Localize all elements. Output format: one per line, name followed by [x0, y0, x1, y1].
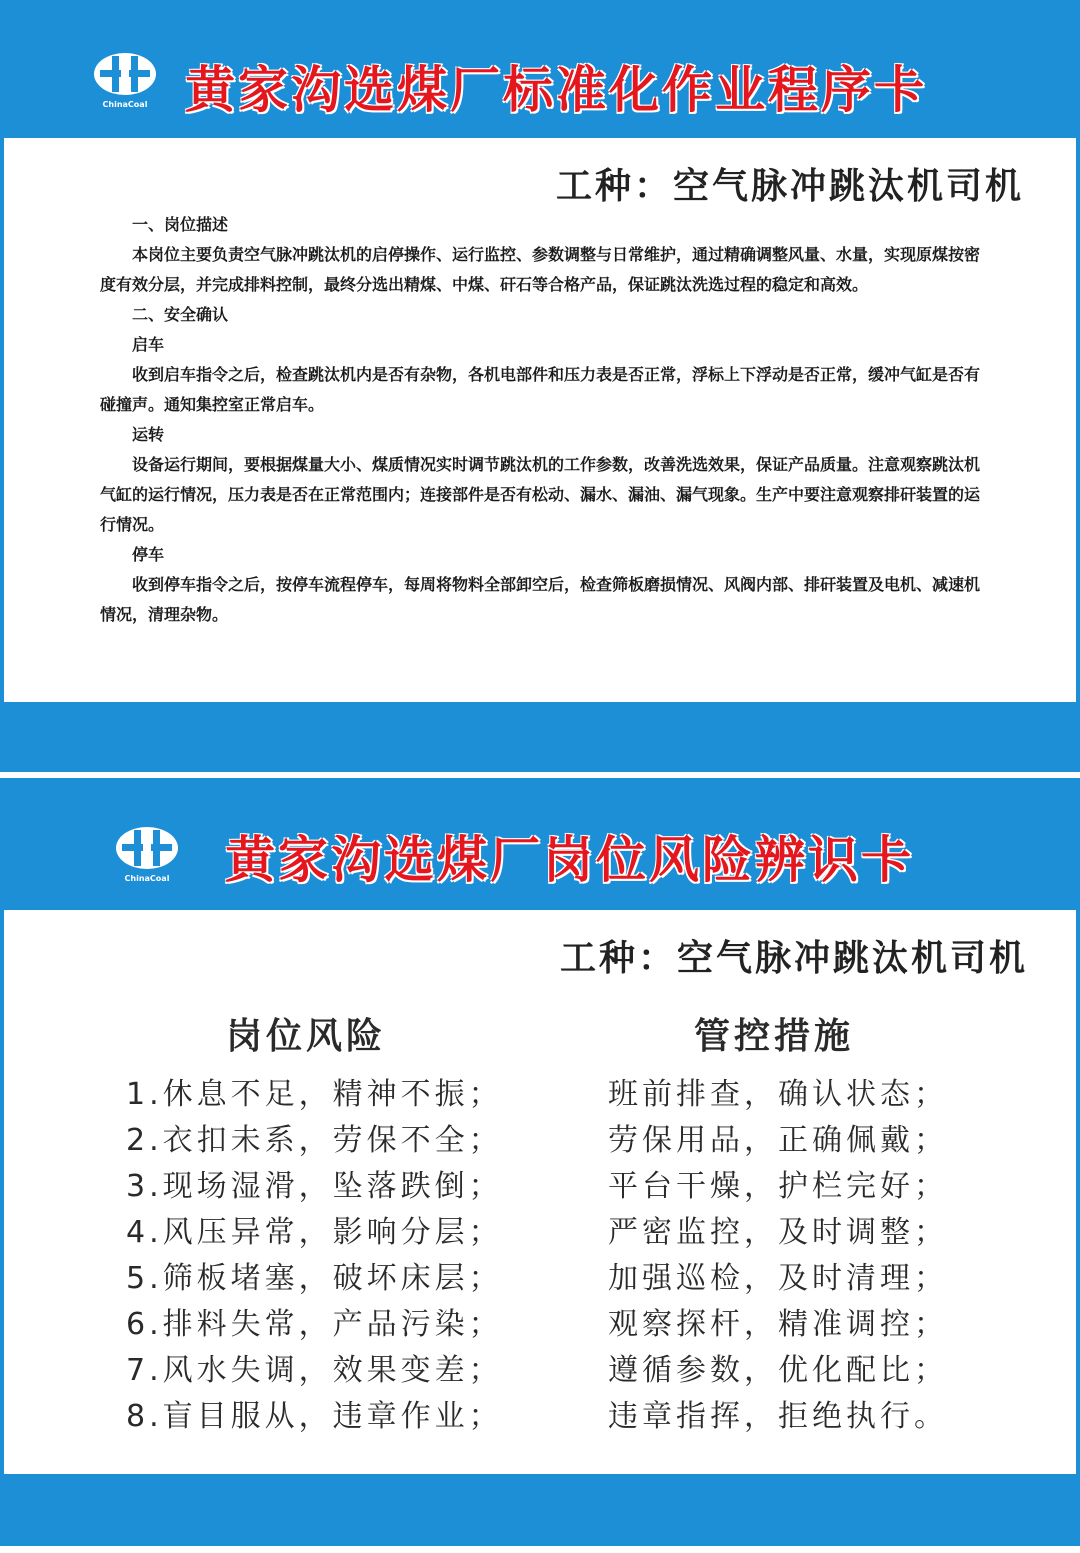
risk-list	[126, 1072, 503, 1440]
sop-card-title: 黄家沟选煤厂标准化作业程序卡	[185, 61, 927, 119]
sop-body	[100, 210, 980, 630]
risk-item: 7.风水失调，效果变差；	[126, 1353, 503, 1388]
control-list	[608, 1072, 948, 1440]
logo-text: ChinaCoal	[102, 100, 148, 109]
section-text: 本岗位主要负责空气脉冲跳汰机的启停操作、运行监控、参数调整与日常维护，通过精确调整风量、水量，实现原煤按密度有效分层，并完成排料控制，最终分选出精煤、中煤、矸石等合格产品，保证跳汰洗选过程的稳定和高效。	[100, 245, 981, 294]
section-heading: 二、安全确认	[132, 305, 229, 324]
sop-header-band	[0, 0, 1080, 138]
logo-text: ChinaCoal	[124, 874, 170, 883]
risk-card-title: 黄家沟选煤厂岗位风险辨识卡	[225, 831, 914, 889]
section-text: 收到启车指令之后，检查跳汰机内是否有杂物，各机电部件和压力表是否正常，浮标上下浮动是否正常，缓冲气缸是否有碰撞声。通知集控室正常启车。	[100, 365, 981, 414]
control-item: 遵循参数，优化配比；	[608, 1353, 948, 1388]
chinacoal-logo	[90, 48, 160, 110]
section-heading: 运转	[132, 425, 165, 444]
section-heading: 启车	[132, 335, 165, 354]
sop-panel	[4, 138, 1076, 702]
risk-item: 8.盲目服从，违章作业；	[126, 1399, 503, 1434]
section-heading: 停车	[132, 545, 165, 564]
control-item: 班前排查，确认状态；	[608, 1077, 948, 1112]
risk-item: 6.排料失常，产品污染；	[126, 1307, 503, 1342]
section-text: 收到停车指令之后，按停车流程停车，每周将物料全部卸空后，检查筛板磨损情况、风阀内部、排矸装置及电机、减速机情况，清理杂物。	[100, 575, 981, 624]
sop-job-title: 工种：空气脉冲跳汰机司机	[555, 166, 1024, 207]
control-item: 劳保用品，正确佩戴；	[608, 1123, 948, 1158]
risk-item: 1.休息不足，精神不振；	[126, 1077, 503, 1112]
control-item: 加强巡检，及时清理；	[608, 1261, 948, 1296]
control-item: 平台干燥，护栏完好；	[608, 1169, 948, 1204]
chinacoal-logo	[112, 822, 182, 884]
control-item: 违章指挥，拒绝执行。	[608, 1399, 948, 1434]
control-item: 观察探杆，精准调控；	[608, 1307, 948, 1342]
risk-item: 4.风压异常，影响分层；	[126, 1215, 503, 1250]
risk-item: 5.筛板堵塞，破坏床层；	[126, 1261, 503, 1296]
risk-item: 3.现场湿滑，坠落跌倒；	[126, 1169, 503, 1204]
risk-item: 2.衣扣未系，劳保不全；	[126, 1123, 503, 1158]
section-heading: 一、岗位描述	[132, 215, 229, 234]
control-column-heading: 管控措施	[694, 1016, 855, 1057]
risk-panel	[4, 910, 1076, 1474]
risk-header-band	[0, 778, 1080, 910]
control-item: 严密监控，及时调整；	[608, 1215, 948, 1250]
risk-column-heading: 岗位风险	[226, 1016, 387, 1057]
section-text: 设备运行期间，要根据煤量大小、煤质情况实时调节跳汰机的工作参数，改善洗选效果，保证产品质量。注意观察跳汰机气缸的运行情况，压力表是否在正常范围内；连接部件是否有松动、漏水、漏油、漏气现象。生产中要注意观察排矸装置的运行情况。	[100, 455, 981, 534]
risk-card	[0, 778, 1080, 1546]
risk-job-title: 工种：空气脉冲跳汰机司机	[559, 938, 1028, 979]
sop-card	[0, 0, 1080, 772]
